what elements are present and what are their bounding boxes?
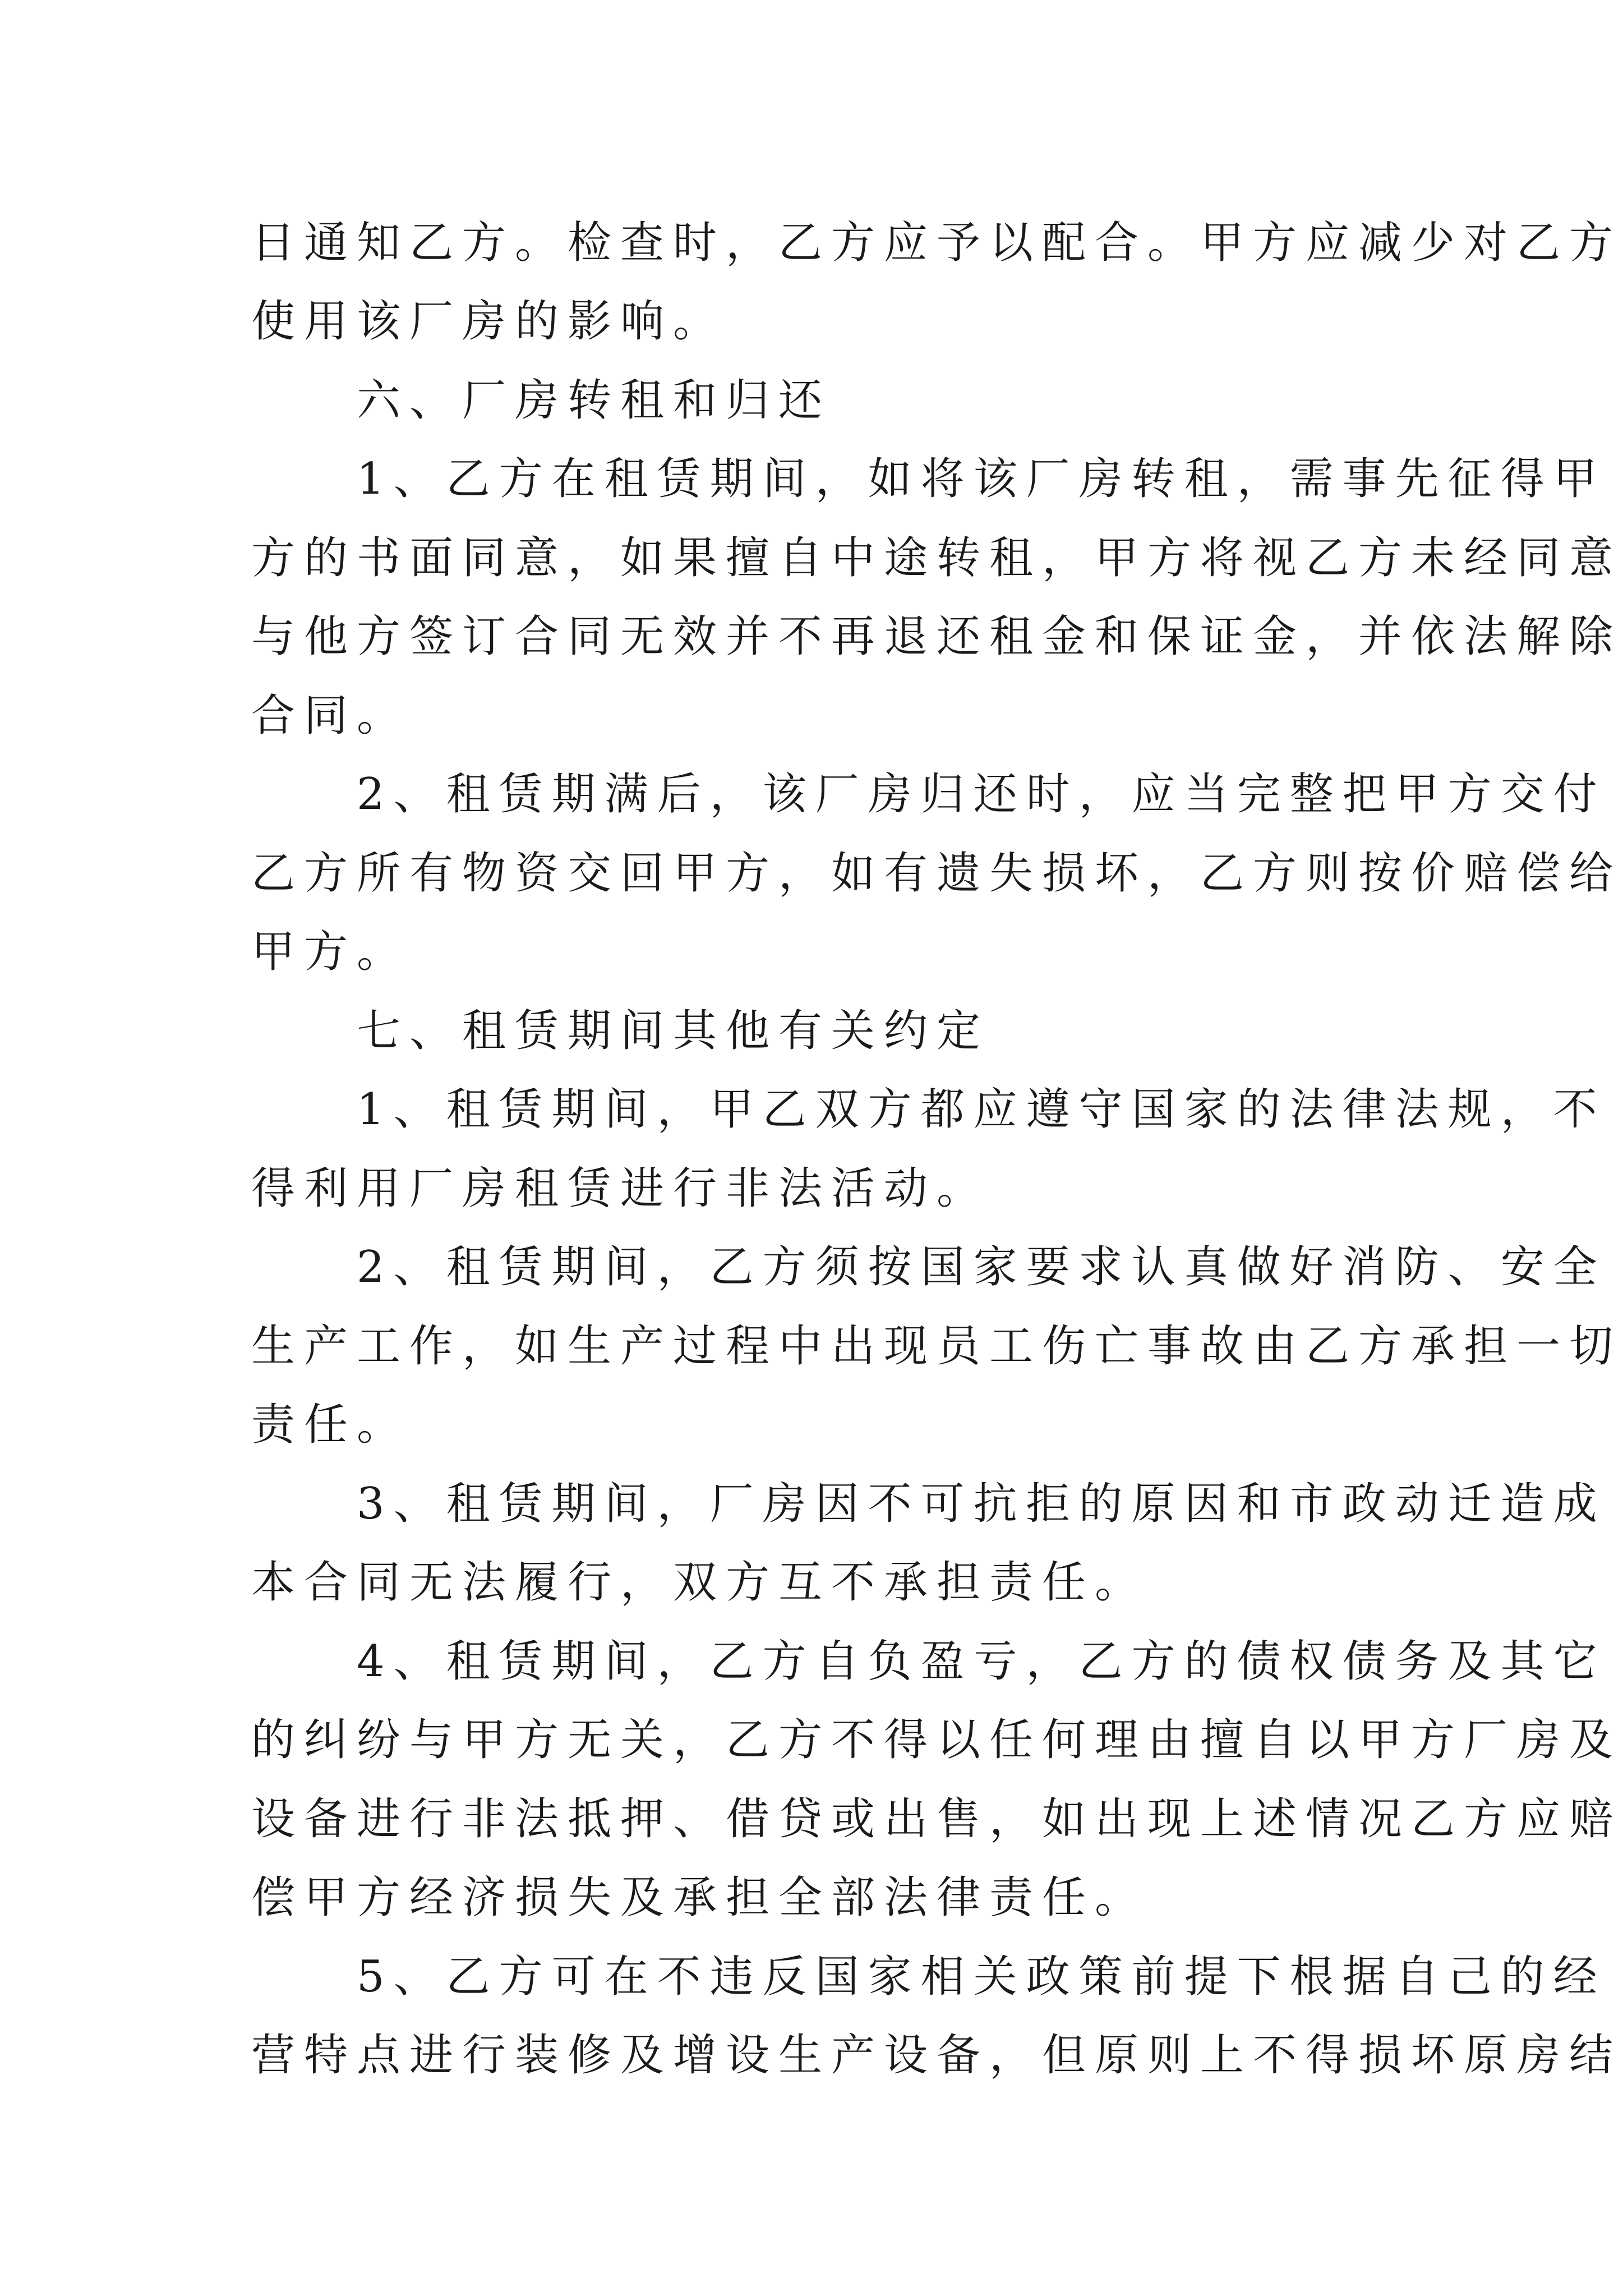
- text-line-22: 偿甲方经济损失及承担全部法律责任。: [251, 1872, 1148, 1923]
- text-line-10: 甲方。: [251, 927, 410, 977]
- text-line-7: 合同。: [251, 691, 410, 741]
- text-line-16: 责任。: [251, 1400, 410, 1450]
- text-line-14: 2、租赁期间，乙方须按国家要求认真做好消防、安全: [357, 1242, 1606, 1292]
- text-line-23: 5、乙方可在不违反国家相关政策前提下根据自己的经: [357, 1952, 1606, 2002]
- text-line-18: 本合同无法履行，双方互不承担责任。: [251, 1557, 1148, 1608]
- text-line-12: 1、租赁期间，甲乙双方都应遵守国家的法律法规，不: [357, 1084, 1606, 1135]
- text-line-4: 1、乙方在租赁期间，如将该厂房转租，需事先征得甲: [357, 454, 1606, 504]
- text-line-5: 方的书面同意，如果擅自中途转租，甲方将视乙方未经同意: [251, 533, 1622, 583]
- text-line-8: 2、租赁期满后，该厂房归还时，应当完整把甲方交付: [357, 769, 1606, 820]
- text-line-15: 生产工作，如生产过程中出现员工伤亡事故由乙方承担一切: [251, 1321, 1622, 1372]
- text-line-20: 的纠纷与甲方无关，乙方不得以任何理由擅自以甲方厂房及: [251, 1715, 1622, 1765]
- text-line-6: 与他方签订合同无效并不再退还租金和保证金，并依法解除: [251, 611, 1622, 662]
- text-line-17: 3、租赁期间，厂房因不可抗拒的原因和市政动迁造成: [357, 1479, 1606, 1529]
- section-heading-6: 六、厂房转租和归还: [357, 375, 832, 426]
- text-line-1: 日通知乙方。检查时，乙方应予以配合。甲方应减少对乙方: [251, 218, 1622, 268]
- text-line-24: 营特点进行装修及增设生产设备，但原则上不得损坏原房结: [251, 2030, 1622, 2081]
- text-line-21: 设备进行非法抵押、借贷或出售，如出现上述情况乙方应赔: [251, 1794, 1622, 1844]
- section-heading-7: 七、租赁期间其他有关约定: [357, 1006, 990, 1056]
- text-line-9: 乙方所有物资交回甲方，如有遗失损坏，乙方则按价赔偿给: [251, 848, 1622, 899]
- text-line-13: 得利用厂房租赁进行非法活动。: [251, 1163, 990, 1214]
- text-line-2: 使用该厂房的影响。: [251, 296, 726, 347]
- text-line-19: 4、租赁期间，乙方自负盈亏，乙方的债权债务及其它: [357, 1636, 1606, 1687]
